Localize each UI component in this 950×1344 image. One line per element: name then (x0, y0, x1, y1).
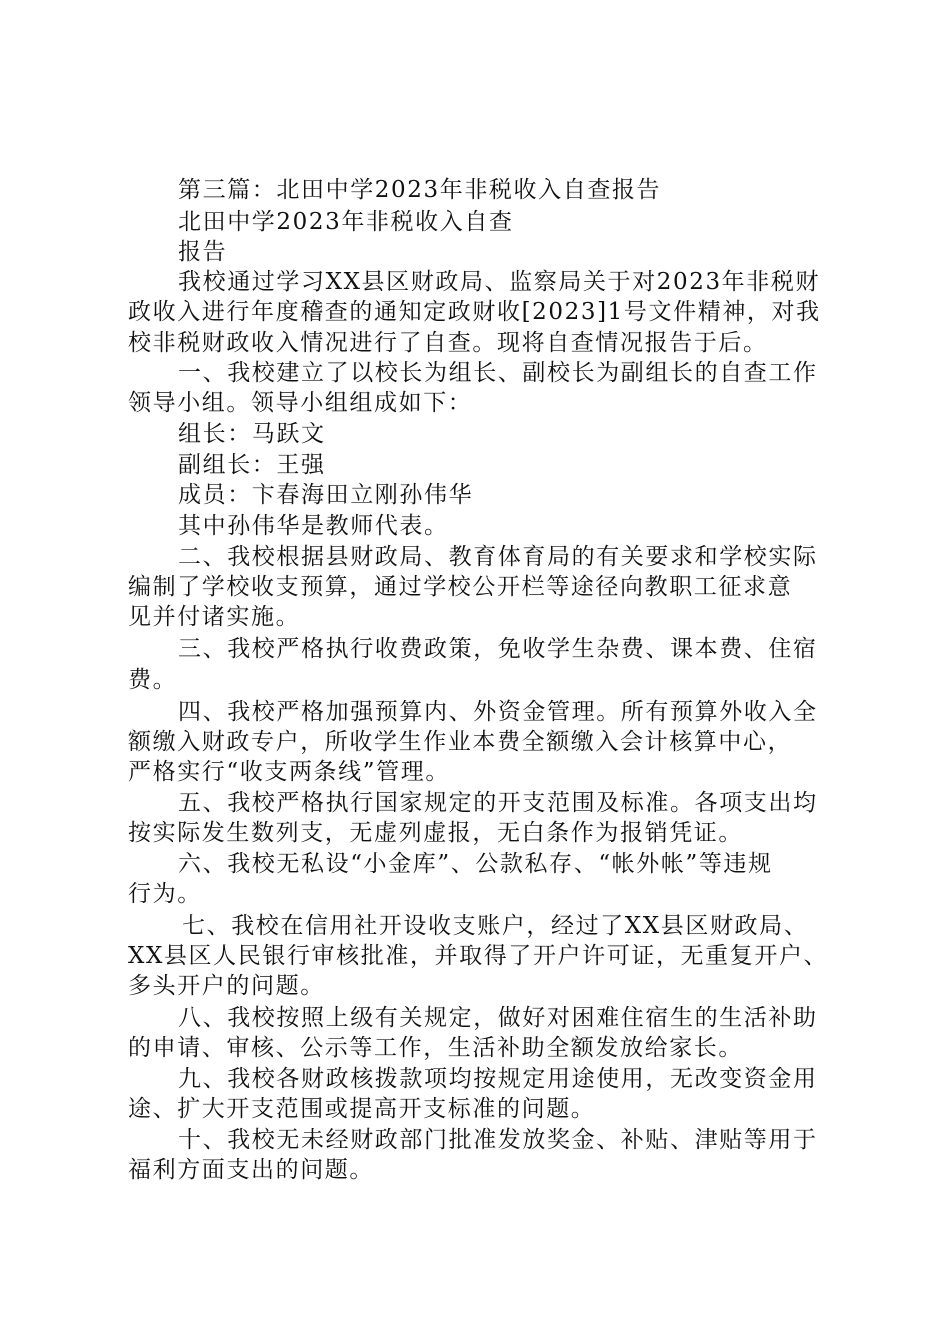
paragraph-line: 十、我校无未经财政部门批准发放奖金、补贴、津贴等用于 (178, 1127, 818, 1153)
paragraph-line: 八、我校按照上级有关规定，做好对困难住宿生的生活补助 (178, 1005, 818, 1031)
paragraph-line: 二、我校根据县财政局、教育体育局的有关要求和学校实际 (178, 544, 818, 570)
paragraph-line: 其中孙伟华是教师代表。 (178, 513, 449, 539)
paragraph-line: 多头开户的问题。 (128, 973, 325, 999)
paragraph-line: 额缴入财政专户，所收学生作业本费全额缴入会计核算中心， (128, 729, 793, 755)
paragraph-line: 政收入进行年度稽查的通知定政财收[2023]1号文件精神，对我 (128, 299, 821, 325)
paragraph-line: 我校通过学习XX县区财政局、监察局关于对2023年非税财 (178, 269, 821, 295)
paragraph-line: 四、我校严格加强预算内、外资金管理。所有预算外收入全 (178, 699, 818, 725)
paragraph-line: 三、我校严格执行收费政策，免收学生杂费、课本费、住宿 (178, 636, 818, 662)
paragraph-line: 成员：卞春海田立刚孙伟华 (178, 482, 474, 508)
paragraph-line: 一、我校建立了以校长为组长、副校长为副组长的自查工作 (178, 360, 818, 386)
report-title-continued: 报告 (178, 239, 228, 265)
paragraph-line: XX县区人民银行审核批准，并取得了开户许可证，无重复开户、 (128, 943, 829, 969)
paragraph-line: 组长：马跃文 (178, 421, 326, 447)
paragraph-line: 行为。 (128, 881, 202, 907)
paragraph-line: 福利方面支出的问题。 (128, 1157, 374, 1183)
paragraph-line: 九、我校各财政核拨款项均按规定用途使用，无改变资金用 (178, 1066, 818, 1092)
section-title: 第三篇：北田中学2023年非税收入自查报告 (178, 177, 662, 203)
paragraph-line: 编制了学校收支预算，通过学校公开栏等途径向教职工征求意 (128, 574, 793, 600)
paragraph-line: 见并付诸实施。 (128, 604, 301, 630)
paragraph-line: 五、我校严格执行国家规定的开支范围及标准。各项支出均 (178, 790, 818, 816)
report-title: 北田中学2023年非税收入自查 (178, 209, 514, 235)
paragraph-line: 副组长：王强 (178, 452, 326, 478)
paragraph-line: 六、我校无私设“小金库”、公款私存、“帐外帐”等违规 (178, 851, 773, 877)
paragraph-line: 七、我校在信用社开设收支账户，经过了XX县区财政局、 (182, 913, 809, 939)
paragraph-line: 按实际发生数列支，无虚列虚报，无白条作为报销凭证。 (128, 820, 743, 846)
paragraph-line: 的申请、审核、公示等工作，生活补助全额发放给家长。 (128, 1035, 743, 1061)
paragraph-line: 校非税财政收入情况进行了自查。现将自查情况报告于后。 (128, 330, 768, 356)
paragraph-line: 领导小组。领导小组组成如下： (128, 390, 473, 416)
paragraph-line: 途、扩大开支范围或提高开支标准的问题。 (128, 1096, 596, 1122)
paragraph-line: 严格实行“收支两条线”管理。 (128, 759, 450, 785)
paragraph-line: 费。 (128, 667, 178, 693)
